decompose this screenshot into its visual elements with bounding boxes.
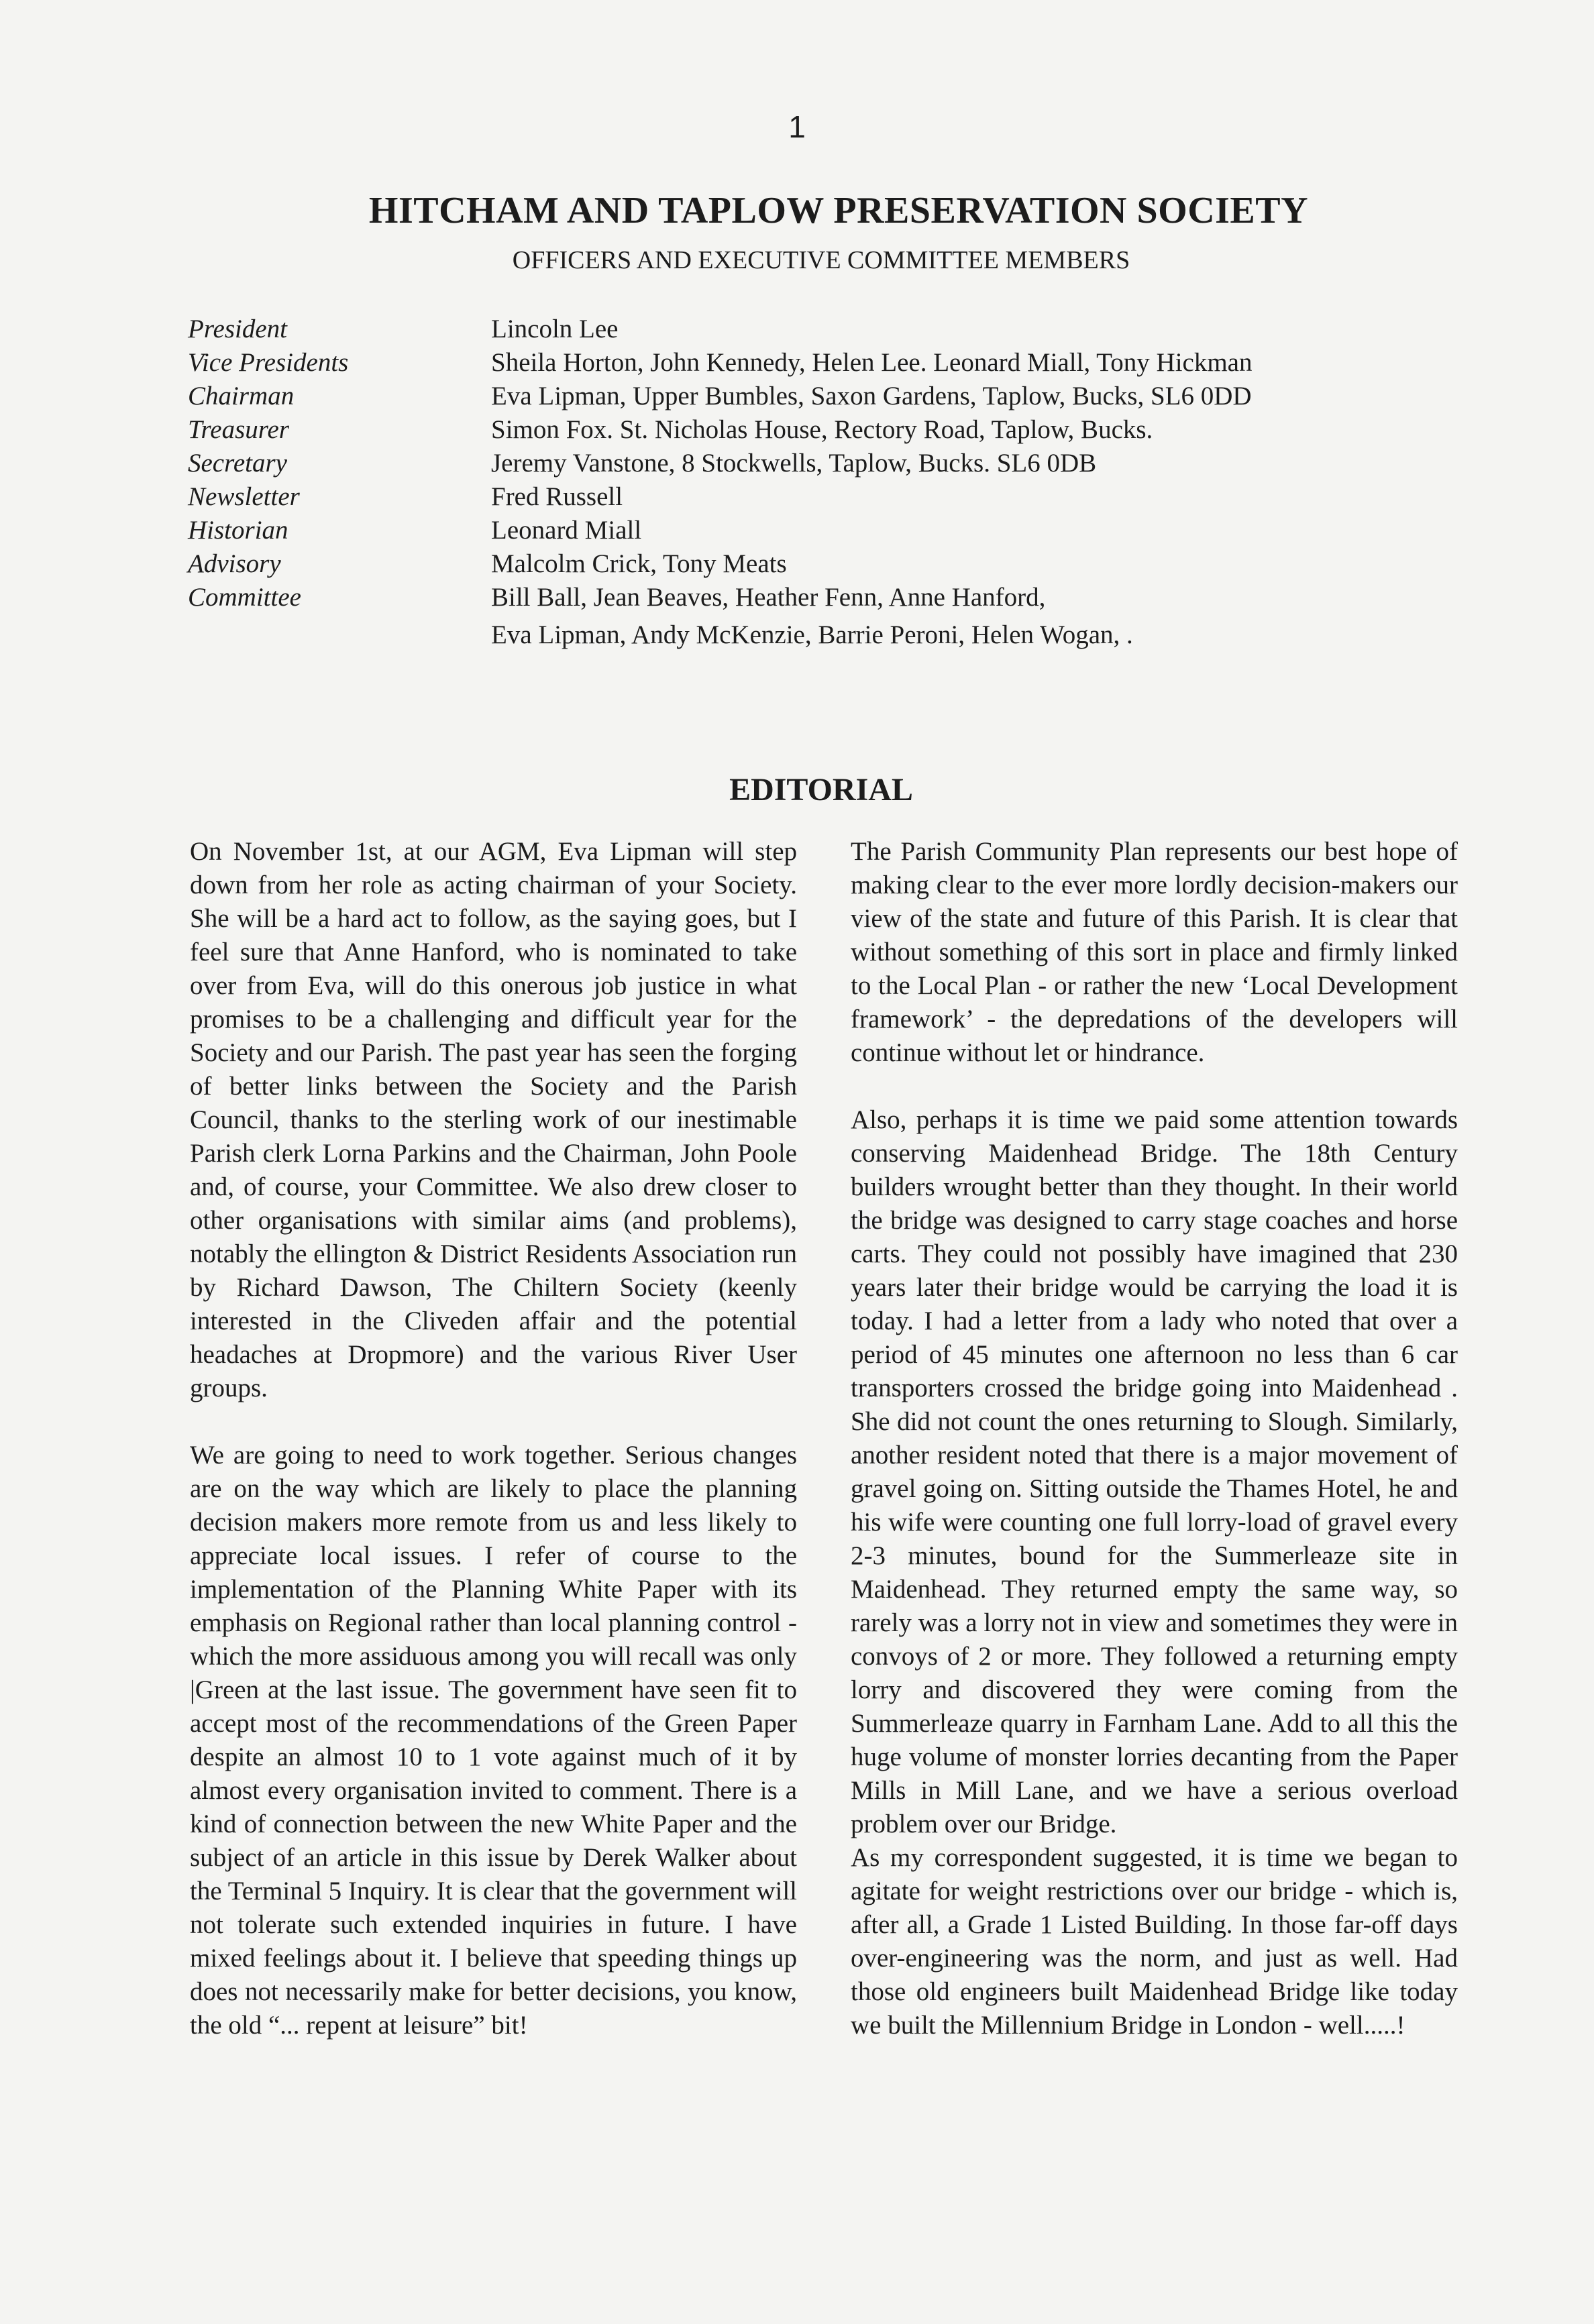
officer-value: Eva Lipman, Upper Bumbles, Saxon Gardens, Taplow, Bucks, SL6 0DD — [491, 382, 1252, 410]
editorial-paragraph: The Parish Community Plan represents our best hope of making clear to the ever more lordly decision-makers our view of the state and future of this Parish. It is clear that without something of this sort in place and firmly linked to the Local Plan - or rather the new ‘Local Development framework’ - the depredations of the developers will continue without let or hindrance. — [851, 837, 1458, 1067]
officer-role: Historian — [188, 516, 288, 545]
officer-row-committee — [188, 581, 1463, 614]
page-number: 1 — [788, 109, 806, 144]
editorial-right-column — [851, 835, 1458, 2042]
officer-role: Secretary — [188, 449, 287, 478]
officer-value: Fred Russell — [491, 482, 623, 511]
officer-row-chairman — [188, 380, 1463, 413]
officer-role: President — [188, 315, 288, 343]
editorial-paragraph: We are going to need to work together. Serious changes are on the way which are likely to place the planning decision makers more remote from us and less likely to appreciate local issues. I refer of course to the implementation of the Planning White Paper with its emphasis on Regional rather than local planning control - which the more assiduous among you will recall was only |Green at the last issue. The government have seen fit to accept most of the recommendations of the Green Paper despite an almost 10 to 1 vote against much of it by almost every organisation invited to comment. There is a kind of connection between the new White Paper and the subject of an article in this issue by Derek Walker about the Terminal 5 Inquiry. It is clear that the government will not tolerate such extended inquiries in future. I have mixed feelings about it. I believe that speeding things up does not necessarily make for better decisions, you know, the old “... repent at leisure” bit! — [190, 1441, 797, 2040]
officer-value: Leonard Miall — [491, 516, 642, 545]
officer-row-treasurer — [188, 413, 1463, 447]
officer-role: Committee — [188, 583, 301, 612]
officer-value: Malcolm Crick, Tony Meats — [491, 549, 787, 578]
officer-role: Vice Presidents — [188, 348, 349, 377]
officer-row-secretary — [188, 447, 1463, 480]
editorial-paragraph: Also, perhaps it is time we paid some attention towards conserving Maidenhead Bridge. The 18th Century builders wrought better than they thought. In their world the bridge was designed to carry stage coaches and horse carts. They could not possibly have imagined that 230 years later their bridge would be carrying the load it is today. I had a letter from a lady who noted that over a period of 45 minutes one afternoon no less than 6 car transporters crossed the bridge going into Maidenhead . She did not count the ones returning to Slough. Similarly, another resident noted that there is a major movement of gravel going on. Sitting outside the Thames Hotel, he and his wife were counting one full lorry-load of gravel every 2-3 minutes, bound for the Summerleaze site in Maidenhead. They returned empty the same way, so rarely was a lorry not in view and sometimes they were in convoys of 2 or more. They followed a returning empty lorry and discovered they were coming from the Summerleaze quarry in Farnham Lane. Add to all this the huge volume of monster lorries decanting from the Paper Mills in Mill Lane, and we have a serious overload problem over our Bridge. — [851, 1105, 1458, 1838]
officer-row-newsletter — [188, 480, 1463, 514]
committee-continued: Eva Lipman, Andy McKenzie, Barrie Peroni, Helen Wogan, . — [491, 620, 1133, 649]
editorial-paragraph: As my correspondent suggested, it is time we began to agitate for weight restrictions over our bridge - which is, after all, a Grade 1 Listed Building. In those far-off days over-engineering was the norm, and just as well. Had those old engineers built Maidenhead Bridge like today we built the Millennium Bridge in London - well.....! — [851, 1843, 1458, 2040]
officer-value: Sheila Horton, John Kennedy, Helen Lee. Leonard Miall, Tony Hickman — [491, 348, 1253, 377]
officer-row-vice-presidents — [188, 346, 1463, 380]
editorial-heading: EDITORIAL — [729, 772, 913, 808]
officer-row-advisory — [188, 547, 1463, 581]
officer-value: Simon Fox. St. Nicholas House, Rectory Road, Taplow, Bucks. — [491, 415, 1153, 444]
officer-value: Bill Ball, Jean Beaves, Heather Fenn, Anne Hanford, — [491, 583, 1046, 612]
officer-role: Treasurer — [188, 415, 289, 444]
officer-row-president — [188, 313, 1463, 346]
officer-role: Newsletter — [188, 482, 300, 511]
officer-value: Jeremy Vanstone, 8 Stockwells, Taplow, Bucks. SL6 0DB — [491, 449, 1097, 478]
officer-role: Chairman — [188, 382, 295, 410]
officer-value: Lincoln Lee — [491, 315, 619, 343]
society-title: HITCHAM AND TAPLOW PRESERVATION SOCIETY — [368, 190, 1309, 231]
editorial-paragraph: On November 1st, at our AGM, Eva Lipman will step down from her role as acting chairman of your Society. She will be a hard act to follow, as the saying goes, but I feel sure that Anne Hanford, who is nominated to take over from Eva, will do this onerous job justice in what promises to be a challenging and difficult year for the Society and our Parish. The past year has seen the forging of better links between the Society and the Parish Council, thanks to the sterling work of our inestimable Parish clerk Lorna Parkins and the Chairman, John Poole and, of course, your Committee. We also drew closer to other organisations with similar aims (and problems), notably the ellington & District Residents Association run by Richard Dawson, The Chiltern Society (keenly interested in the Cliveden affair and the potential headaches at Dropmore) and the various River User groups. — [190, 837, 797, 1402]
officers-list — [188, 313, 1463, 652]
officer-role: Advisory — [188, 549, 281, 578]
officer-row-historian — [188, 514, 1463, 547]
committee-subtitle: OFFICERS AND EXECUTIVE COMMITTEE MEMBERS — [512, 246, 1130, 274]
editorial-left-column — [190, 835, 797, 2042]
